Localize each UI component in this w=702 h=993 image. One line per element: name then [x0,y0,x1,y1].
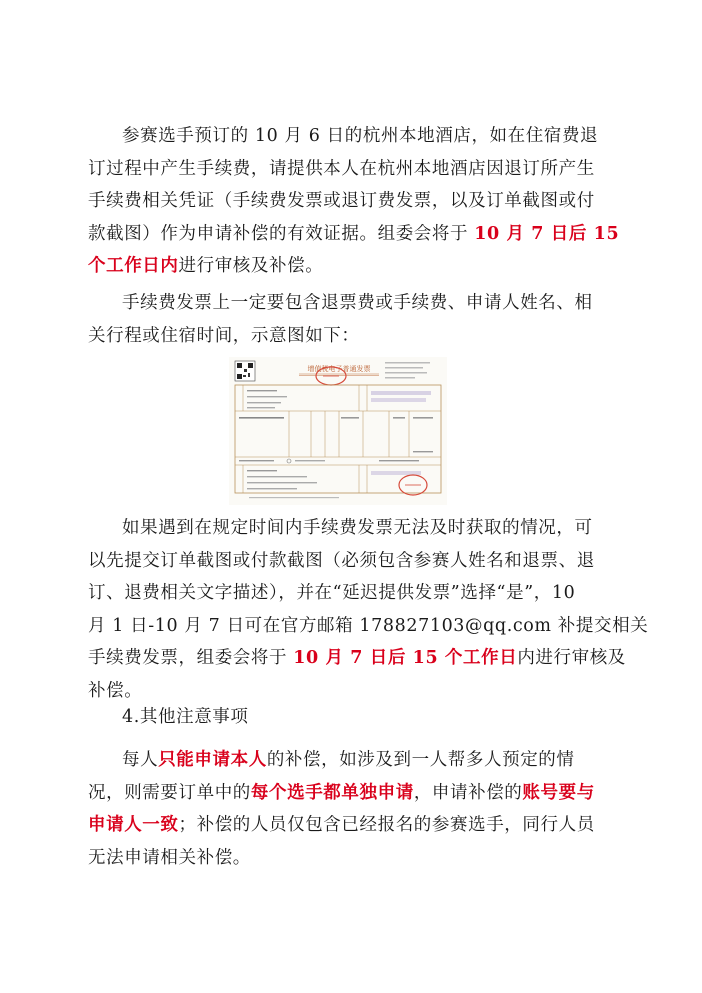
text-line: 参赛选手预订的 10 月 6 日的杭州本地酒店，如在住宿费退 [122,126,599,146]
emphasis-deadline: 个工作日内 [88,256,179,276]
emphasis-separate-application: 每个选手都单独申请 [250,782,414,803]
emphasis-self-only: 只能申请本人 [158,750,267,770]
text-line: 订、退费相关文字描述），并在“延迟提供发票”选择“是”，10 [88,583,576,603]
paragraph-invoice-requirements [88,287,624,352]
text-segment: ；补偿的人员仅包含已经报名的参赛选手，同行人员 [178,815,595,835]
section-heading [88,701,624,734]
paragraph-notes [88,744,624,874]
text-line: 手续费相关凭证（手续费发票或退订费发票，以及订单截图或付 [88,191,595,211]
text-line: 月 1 日-10 月 7 日可在官方邮箱 178827103@qq.com 补提交相关 [88,615,649,636]
text-segment: ，申请补偿的 [413,782,523,803]
text-line: 如果遇到在规定时间内手续费发票无法及时获取的情况，可 [122,518,593,538]
text-line [88,642,624,675]
text-line [88,777,624,810]
text-line [88,744,624,777]
text-line [88,809,624,842]
emphasis-account-match: 申请人一致 [88,815,179,835]
emphasis-deadline: 10 月 7 日后 15 [474,223,620,244]
text-line: 手续费发票上一定要包含退票费或手续费、申请人姓名、相 [122,293,593,313]
paragraph-hotel-fee [88,120,624,283]
invoice-title: 增值税电子普通发票 [307,365,371,373]
text-line: 关行程或住宿时间，示意图如下： [88,325,360,346]
text-segment: 进行审核及补偿。 [178,256,324,276]
emphasis-deadline: 10 月 7 日后 15 个工作日 [293,648,518,668]
text-line: 无法申请相关补偿。 [88,847,251,868]
text-line [88,218,624,251]
text-line [88,250,624,283]
qr-code-icon [235,361,255,381]
emphasis-account-match: 账号要与 [522,782,595,803]
text-segment: 手续费发票，组委会将于 [88,648,294,668]
invoice-sample-image [229,357,447,505]
text-segment: 每人 [122,750,159,770]
text-line: 补偿。 [88,680,143,701]
text-segment: 款截图）作为申请补偿的有效证据。组委会将于 [88,223,475,244]
paragraph-delayed-invoice [88,512,649,707]
section-4-heading: 4.其他注意事项 [122,707,249,727]
text-segment: 内进行审核及 [517,648,626,668]
text-line: 以先提交订单截图或付款截图（必须包含参赛人姓名和退票、退 [88,550,595,571]
invoice-illustration [229,357,447,505]
text-segment: 况，则需要订单中的 [88,782,251,803]
text-line: 订过程中产生手续费，请提供本人在杭州本地酒店因退订所产生 [88,158,595,179]
text-segment: 的补偿，如涉及到一人帮多人预定的情 [266,750,575,770]
